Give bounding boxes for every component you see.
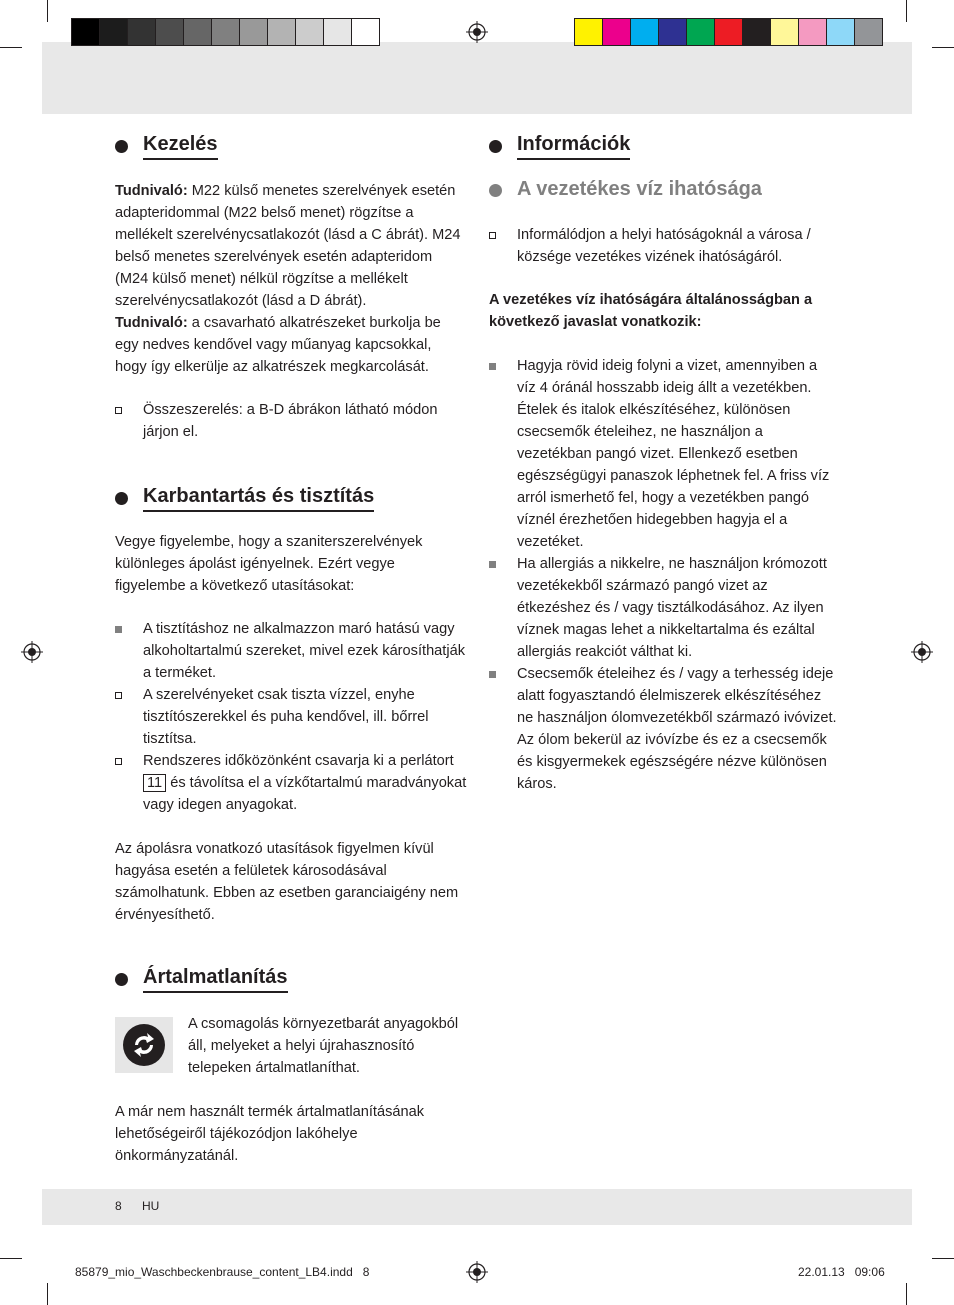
list-item <box>489 224 839 268</box>
footer-band <box>42 1189 912 1225</box>
file-info: 85879_mio_Waschbeckenbrause_content_LB4.indd 8 <box>75 1265 370 1279</box>
list-item <box>489 553 839 663</box>
note-label: Tudnivaló: <box>115 315 188 331</box>
color-swatch <box>351 18 380 46</box>
list-item-text: A szerelvényeket csak tiszta vízzel, enyhe tisztítószerekkel és puha kendővel, ill. bőrrel tisztítsa. <box>143 687 429 747</box>
list-item-text: A tisztításhoz ne alkalmazzon maró hatású vagy alkoholtartalmú szereket, mivel ezek károsíthatják a terméket. <box>143 621 466 681</box>
color-swatch <box>323 18 352 46</box>
heading-artalmatlanitas <box>115 965 288 993</box>
list-item <box>115 399 467 443</box>
filled-square-bullet-icon <box>115 626 122 633</box>
list-item-text: és távolítsa el a vízkőtartalmú maradványokat vagy idegen anyagokat. <box>143 775 467 813</box>
color-swatch <box>826 18 855 46</box>
heading-bullet <box>489 140 502 153</box>
karbantartas-outro <box>115 838 467 926</box>
list-item <box>115 750 467 816</box>
color-swatch <box>239 18 268 46</box>
list-item <box>115 618 467 684</box>
list-item <box>115 684 467 750</box>
note-text: a csavarható alkatrészeket burkolja be egy nedves kendővel vagy műanyag kapcsokkal, hogy így elkerülje az alkatrészek megkarcolását. <box>115 315 441 375</box>
crop-mark <box>906 1283 907 1305</box>
paragraph: A csomagolás környezetbarát anyagokból áll, melyeket a helyi újrahasznosító telepeken ártalmatlaníthat. <box>188 1016 459 1076</box>
heading-karbantartas <box>115 484 374 512</box>
color-swatch <box>183 18 212 46</box>
registration-mark-icon <box>21 641 43 663</box>
color-swatch <box>99 18 128 46</box>
color-swatch <box>854 18 883 46</box>
artalmatlanitas-packaging <box>188 1013 468 1079</box>
heading-informaciok <box>489 132 630 160</box>
paragraph: A már nem használt termék ártalmatlanításának lehetőségeiről tájékozódjon lakóhelye önkormányzatánál. <box>115 1104 425 1164</box>
crop-mark <box>47 1283 48 1305</box>
recycling-icon-box <box>115 1017 173 1073</box>
heading-text: Kezelés <box>143 132 218 160</box>
note-label: Tudnivaló: <box>115 183 188 199</box>
heading-text: A vezetékes víz ihatósága <box>517 178 762 200</box>
header-band <box>42 42 912 114</box>
list-item-text: Ha allergiás a nikkelre, ne használjon krómozott vezetékekből származó pangó vizet az étkezéshez és / vagy tisztálkodásához. Az ilyen víznek magas lehet a nikkeltartalma és ezáltal allergiás reakciót válthat ki. <box>517 556 827 660</box>
crop-mark <box>0 1258 22 1259</box>
color-swatch <box>658 18 687 46</box>
list-item-text: Csecsemők ételeihez és / vagy a terhesség ideje alatt fogyasztandó élelmiszerek elkészítéséhez ne használjon ólomvezetékből származó ivóvizet. Az ólom bekerül az ivóvízbe és ez a csecsemők és kisgyermekek egészségére nézve különösen káros. <box>517 666 837 792</box>
figure-reference-number: 11 <box>143 774 166 792</box>
print-date-time: 22.01.13 09:06 <box>798 1265 885 1279</box>
color-swatch <box>155 18 184 46</box>
paragraph: A vezetékes víz ihatóságára általánosságban a következő javaslat vonatkozik: <box>489 292 813 330</box>
karbantartas-list <box>115 618 467 816</box>
crop-mark <box>0 47 22 48</box>
list-item-text: Rendszeres időközönként csavarja ki a perlátort <box>143 753 454 769</box>
heading-bullet <box>115 140 128 153</box>
color-swatch <box>267 18 296 46</box>
note-text: M22 külső menetes szerelvények esetén adapteridommal (M22 belső menet) rögzítse a mellékelt szerelvénycsatlakozót (lásd a C ábrát). M24 belső menetes szerelvények esetén adapteridom (M24 külső menet) nélkül rögzítse a mellékelt szerelvénycsatlakozót (lásd a D ábrát). <box>115 183 461 309</box>
kezeles-notes <box>115 180 467 378</box>
heading-text: Karbantartás és tisztítás <box>143 484 374 512</box>
filled-square-bullet-icon <box>489 561 496 568</box>
list-item <box>489 663 839 795</box>
color-swatch <box>295 18 324 46</box>
hatosag-bold-intro <box>489 289 849 333</box>
hatosag-recommendations-list <box>489 355 839 795</box>
kezeles-list <box>115 399 467 443</box>
color-swatch <box>574 18 603 46</box>
filled-square-bullet-icon <box>489 363 496 370</box>
heading-bullet <box>115 973 128 986</box>
registration-mark-icon <box>911 641 933 663</box>
heading-bullet <box>489 184 502 197</box>
list-item-text: Informálódjon a helyi hatóságoknál a városa / községe vezetékes vizének ihatóságáról. <box>517 227 811 265</box>
heading-bullet <box>115 492 128 505</box>
color-swatch <box>602 18 631 46</box>
color-swatch <box>127 18 156 46</box>
color-swatch <box>714 18 743 46</box>
filled-square-bullet-icon <box>489 671 496 678</box>
color-swatch <box>686 18 715 46</box>
open-square-bullet-icon <box>489 232 496 239</box>
list-item-text: Hagyja rövid ideig folyni a vizet, amennyiben a víz 4 óránál hosszabb ideig állt a vezetékben. Ételek és italok elkészítéséhez, különösen csecsemők ételeihez, ne használjon a vezetékban pangó vizet. Ellenkező esetben egészségügyi panaszok léphetnek fel. A friss víz arról ismerhető fel, hogy a vezetékben pangó víznél érezhetően hidegebben hagyja el a vezetéket. <box>517 358 830 550</box>
crop-mark <box>932 47 954 48</box>
color-swatch <box>211 18 240 46</box>
artalmatlanitas-product <box>115 1101 467 1167</box>
list-item <box>489 355 839 553</box>
crop-mark <box>932 1258 954 1259</box>
paragraph: Az ápolásra vonatkozó utasítások figyelmen kívül hagyása esetén a felületek károsodásával számolhatunk. Ebben az esetben garanciaigény nem érvényesíthető. <box>115 841 459 923</box>
heading-kezeles <box>115 132 218 160</box>
registration-mark-icon <box>466 1261 488 1283</box>
heading-hatosag <box>489 177 762 203</box>
heading-text: Ártalmatlanítás <box>143 965 288 993</box>
open-square-bullet-icon <box>115 407 122 414</box>
heading-text: Információk <box>517 132 630 160</box>
hatosag-info-list <box>489 224 839 268</box>
language-code: HU <box>142 1199 160 1213</box>
color-swatch <box>770 18 799 46</box>
color-swatch <box>798 18 827 46</box>
color-swatch <box>742 18 771 46</box>
open-square-bullet-icon <box>115 692 122 699</box>
color-swatch <box>630 18 659 46</box>
registration-mark-icon <box>466 21 488 43</box>
open-square-bullet-icon <box>115 758 122 765</box>
karbantartas-intro <box>115 531 467 597</box>
list-item-text: Összeszerelés: a B-D ábrákon látható módon járjon el. <box>143 402 438 440</box>
crop-mark <box>47 0 48 22</box>
crop-mark <box>906 0 907 22</box>
paragraph: Vegye figyelembe, hogy a szaniterszerelvények különleges ápolást igényelnek. Ezért vegye figyelembe a következő utasításokat: <box>115 534 423 594</box>
color-swatch <box>71 18 100 46</box>
page-number: 8 <box>115 1199 122 1213</box>
green-dot-recycling-icon <box>115 1017 173 1073</box>
